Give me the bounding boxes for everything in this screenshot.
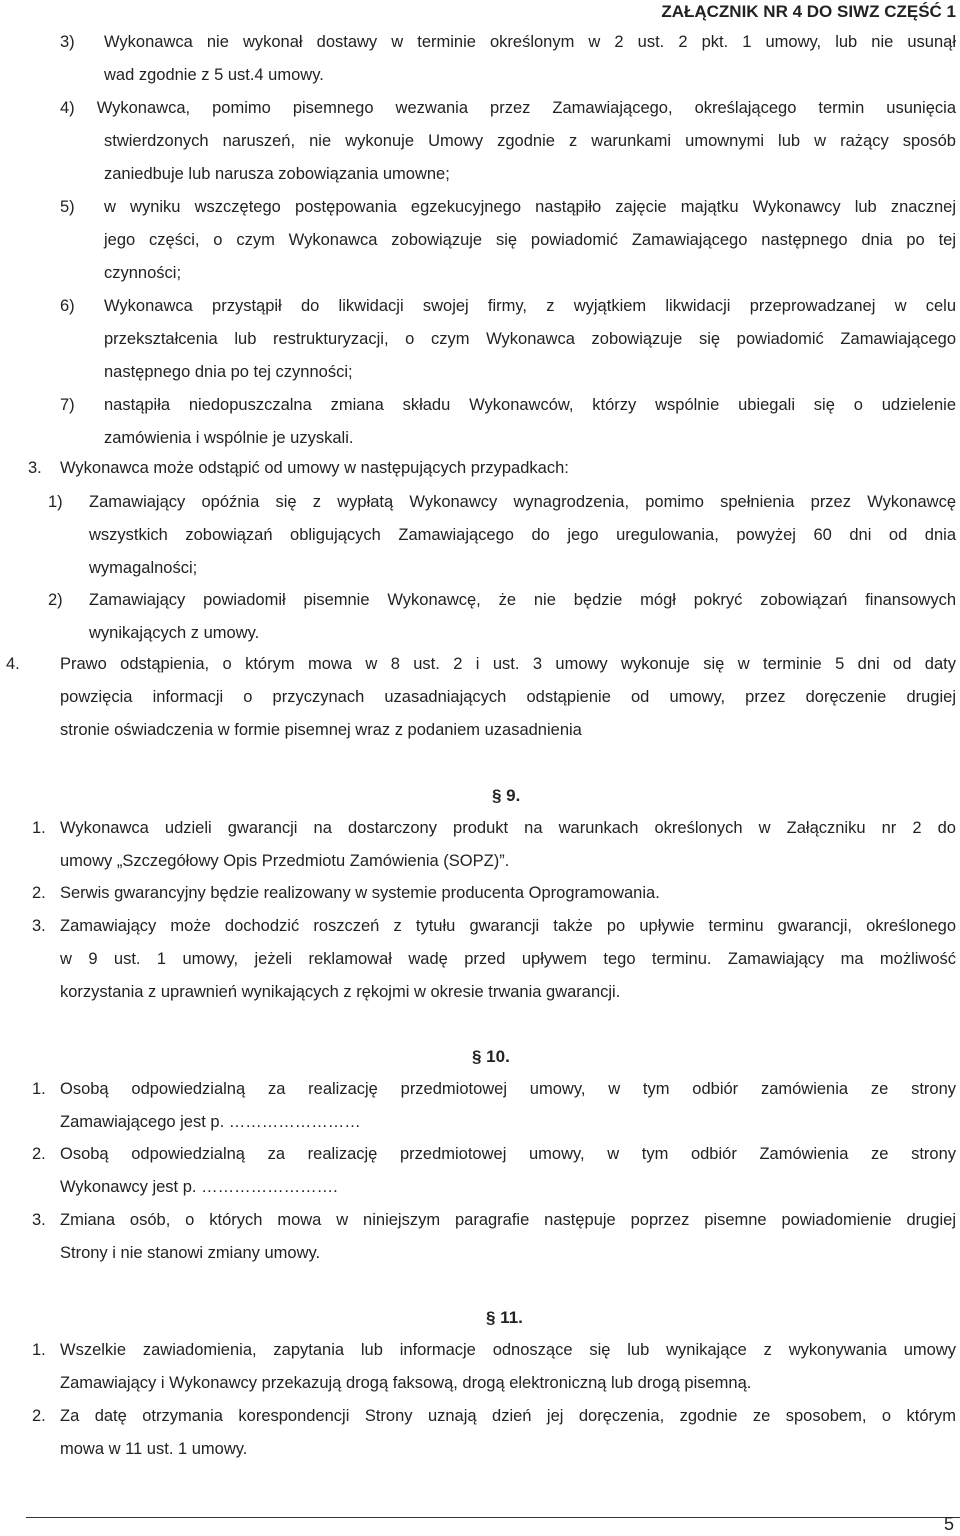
list-item-5-number: 5) (60, 198, 75, 216)
list-item-4-line: 4) Wykonawca, pomimo pisemnego wezwania przez Zamawiającego, określającego termin usunięcia (60, 99, 956, 117)
section-9-heading: § 9. (492, 786, 521, 805)
paragraph-4-number: 4. (6, 655, 20, 673)
list-item-3-line: Wykonawca nie wykonał dostawy w terminie określonym w 2 ust. 2 pkt. 1 umowy, lub nie usunął (104, 33, 956, 51)
section-9-item-3-line: w 9 ust. 1 umowy, jeżeli reklamował wadę przed upływem tego terminu. Zamawiający ma możliwość (60, 950, 956, 968)
list-item-3-number: 3) (60, 33, 75, 51)
section-11-item-1-line: Wszelkie zawiadomienia, zapytania lub informacje odnoszące się lub wynikające z wykonywania umowy (60, 1341, 956, 1359)
section-9-item-1-line: umowy „Szczegółowy Opis Przedmiotu Zamówienia (SOPZ)”. (60, 852, 510, 870)
list-item-6-line: Wykonawca przystąpił do likwidacji swojej firmy, z wyjątkiem likwidacji przeprowadzanej w celu (104, 297, 956, 315)
list-item-6-line: przekształcenia lub restrukturyzacji, o czym Wykonawca zobowiązuje się powiadomić Zamawiającego (104, 330, 956, 348)
section-9-item-2-line: Serwis gwarancyjny będzie realizowany w systemie producenta Oprogramowania. (60, 884, 660, 902)
list-item-5-line: jego części, o czym Wykonawca zobowiązuje się powiadomić Zamawiającego następnego dnia po tej (104, 231, 956, 249)
list-item-4-line: stwierdzonych naruszeń, nie wykonuje Umowy zgodnie z warunkami umownymi lub w rażący sposób (104, 132, 956, 150)
sub-item-1-line: Zamawiający opóźnia się z wypłatą Wykonawcy wynagrodzenia, pomimo spełnienia przez Wykonawcę (89, 493, 956, 511)
section-10-heading: § 10. (472, 1047, 510, 1066)
document-header: ZAŁĄCZNIK NR 4 DO SIWZ CZĘŚĆ 1 (661, 2, 956, 21)
section-10-item-3-number: 3. (32, 1211, 46, 1229)
list-item-6-number: 6) (60, 297, 75, 315)
sub-item-1-line: wymagalności; (89, 559, 198, 577)
section-11-item-1-line: Zamawiający i Wykonawcy przekazują drogą faksową, drogą elektroniczną lub drogą pisemną. (60, 1374, 752, 1392)
paragraph-4-line: stronie oświadczenia w formie pisemnej wraz z podaniem uzasadnienia (60, 721, 582, 739)
section-9-item-1-line: Wykonawca udzieli gwarancji na dostarczony produkt na warunkach określonych w Załączniku nr 2 do (60, 819, 956, 837)
paragraph-3-text: Wykonawca może odstąpić od umowy w następujących przypadkach: (60, 459, 569, 477)
section-9-item-3-line: korzystania z uprawnień wynikających z rękojmi w okresie trwania gwarancji. (60, 983, 621, 1001)
list-item-3-line: wad zgodnie z 5 ust.4 umowy. (104, 66, 324, 84)
list-item-6-line: następnego dnia po tej czynności; (104, 363, 353, 381)
sub-item-2-line: wynikających z umowy. (89, 624, 260, 642)
section-11-heading: § 11. (486, 1308, 523, 1327)
section-11-item-2-number: 2. (32, 1407, 46, 1425)
list-item-7-line: zamówienia i wspólnie je uzyskali. (104, 429, 354, 447)
sub-item-1-line: wszystkich zobowiązań obligujących Zamawiającego do jego uregulowania, powyżej 60 dni od dnia (89, 526, 956, 544)
list-item-7-number: 7) (60, 396, 75, 414)
section-11-item-2-line: mowa w 11 ust. 1 umowy. (60, 1440, 248, 1458)
section-10-item-1-number: 1. (32, 1080, 46, 1098)
section-9-item-1-number: 1. (32, 819, 46, 837)
section-11-item-1-number: 1. (32, 1341, 46, 1359)
section-9-item-3-number: 3. (32, 917, 46, 935)
paragraph-4-line: Prawo odstąpienia, o którym mowa w 8 ust. 2 i ust. 3 umowy wykonuje się w terminie 5 dni od daty (60, 655, 956, 673)
list-item-4-line: zaniedbuje lub narusza zobowiązania umowne; (104, 165, 450, 183)
sub-item-1-number: 1) (48, 493, 63, 511)
section-10-item-2-line: Wykonawcy jest p. ……………………. (60, 1178, 338, 1196)
section-10-item-1-line: Zamawiającego jest p. …………………… (60, 1113, 361, 1131)
section-10-item-1-line: Osobą odpowiedzialną za realizację przedmiotowej umowy, w tym odbiór zamówienia ze strony (60, 1080, 956, 1098)
section-9-item-3-line: Zamawiający może dochodzić roszczeń z tytułu gwarancji także po upływie terminu gwarancji, określonego (60, 917, 956, 935)
sub-item-2-line: Zamawiający powiadomił pisemnie Wykonawcę, że nie będzie mógł pokryć zobowiązań finansowych (89, 591, 956, 609)
list-item-7-line: nastąpiła niedopuszczalna zmiana składu Wykonawców, którzy wspólnie ubiegali się o udzielenie (104, 396, 956, 414)
list-item-5-line: czynności; (104, 264, 182, 282)
page-number: 5 (943, 1514, 954, 1534)
paragraph-3-number: 3. (28, 459, 42, 477)
section-10-item-3-line: Zmiana osób, o których mowa w niniejszym paragrafie następuje poprzez pisemne powiadomienie drugiej (60, 1211, 956, 1229)
section-10-item-2-number: 2. (32, 1145, 46, 1163)
section-9-item-2-number: 2. (32, 884, 46, 902)
section-10-item-2-line: Osobą odpowiedzialną za realizację przedmiotowej umowy, w tym odbiór Zamówienia ze strony (60, 1145, 956, 1163)
section-10-item-3-line: Strony i nie stanowi zmiany umowy. (60, 1244, 321, 1262)
footer-rule (26, 1517, 960, 1518)
sub-item-2-number: 2) (48, 591, 63, 609)
section-11-item-2-line: Za datę otrzymania korespondencji Strony uznają dzień jej doręczenia, zgodnie ze sposobem, o którym (60, 1407, 956, 1425)
paragraph-4-line: powzięcia informacji o przyczynach uzasadniających odstąpienie od umowy, przez doręczenie drugiej (60, 688, 956, 706)
list-item-5-line: w wyniku wszczętego postępowania egzekucyjnego nastąpiło zajęcie majątku Wykonawcy lub znacznej (104, 198, 956, 216)
